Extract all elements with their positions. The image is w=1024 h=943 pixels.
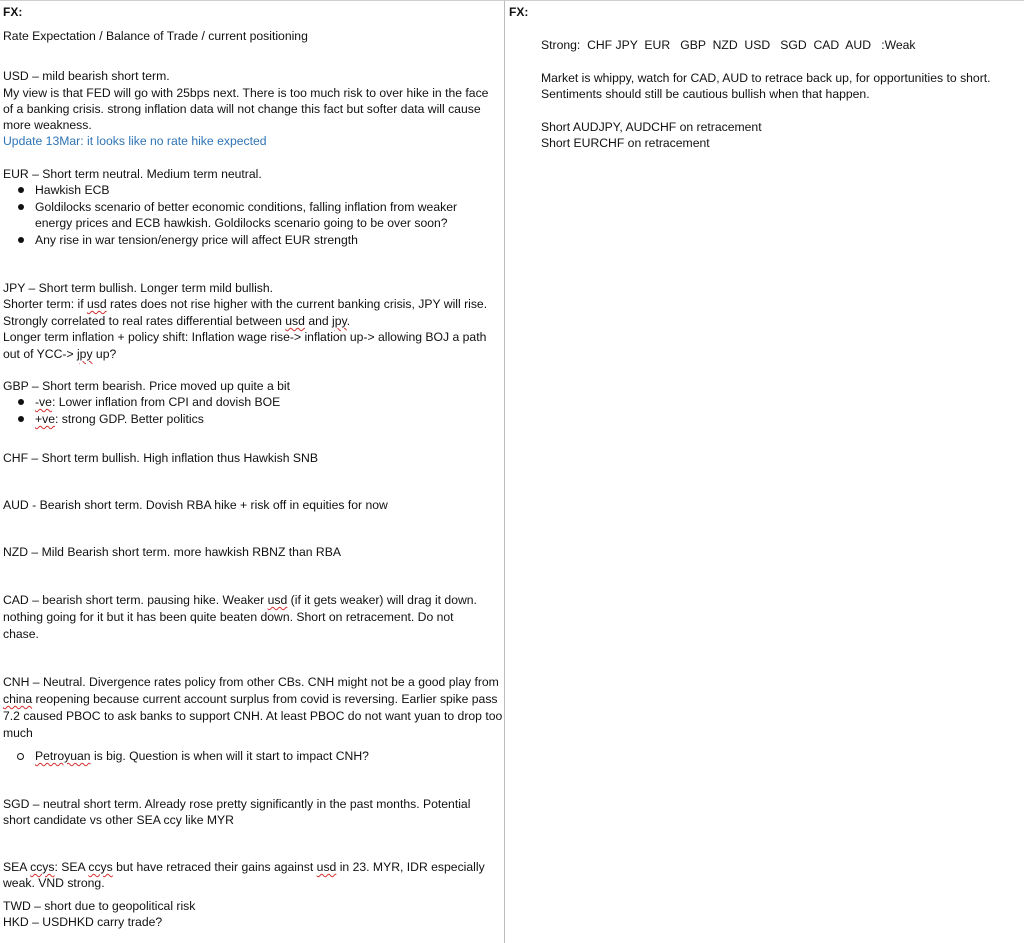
jpy-line-3: Longer term inflation + policy shift: Inflation wage rise-> inflation up-> allowing BOJ a path: [3, 330, 487, 344]
bullet-icon: [18, 187, 24, 193]
cnh-line-1: CNH – Neutral. Divergence rates policy from other CBs. CNH might not be a good play from: [3, 675, 499, 689]
eur-bullet-2b: energy prices and ECB hawkish. Goldilocks scenario going to be over soon?: [35, 216, 448, 230]
sgd-line-1: SGD – neutral short term. Already rose pretty significantly in the past months. Potential: [3, 797, 471, 811]
cnh-subbullet: Petroyuan is big. Question is when will it start to impact CNH?: [35, 749, 369, 763]
jpy-line-1: Shorter term: if usd rates does not rise higher with the current banking crisis, JPY will rise.: [3, 297, 488, 311]
sea-line-2: weak. VND strong.: [3, 876, 105, 890]
hkd-line: HKD – USDHKD carry trade?: [3, 915, 163, 929]
jpy-title: JPY – Short term bullish. Longer term mild bullish.: [3, 281, 274, 295]
cad-line-2: nothing going for it but it has been quite beaten down. Short on retracement. Do not: [3, 610, 454, 624]
bullet-icon: [18, 399, 24, 405]
bullet-icon: [18, 237, 24, 243]
jpy-line-2: Strongly correlated to real rates differential between usd and jpy.: [3, 314, 351, 328]
sgd-line-2: short candidate vs other SEA ccy like MYR: [3, 813, 234, 827]
eur-title: EUR – Short term neutral. Medium term neutral.: [3, 167, 262, 181]
aud-line: AUD - Bearish short term. Dovish RBA hike + risk off in equities for now: [3, 498, 388, 512]
usd-title: USD – mild bearish short term.: [3, 69, 170, 83]
trade-idea-1: Short AUDJPY, AUDCHF on retracement: [541, 120, 762, 134]
market-note-2: Sentiments should still be cautious bullish when that happen.: [541, 87, 870, 101]
sea-line-1: SEA ccys: SEA ccys but have retraced their gains against usd in 23. MYR, IDR especially: [3, 860, 485, 874]
usd-line-3: more weakness.: [3, 118, 92, 132]
right-column: [505, 0, 1024, 943]
usd-update: Update 13Mar: it looks like no rate hike expected: [3, 134, 267, 148]
subtitle: Rate Expectation / Balance of Trade / current positioning: [3, 29, 308, 43]
strength-ranking: Strong: CHF JPY EUR GBP NZD USD SGD CAD AUD :Weak: [541, 38, 916, 52]
cnh-line-3: 7.2 caused PBOC to ask banks to support CNH. At least PBOC do not want yuan to drop too: [3, 709, 503, 723]
usd-line-1: My view is that FED will go with 25bps next. There is too much risk to over hike in the face: [3, 86, 489, 100]
market-note-1: Market is whippy, watch for CAD, AUD to retrace back up, for opportunities to short.: [541, 71, 991, 85]
cad-line-3: chase.: [3, 627, 39, 641]
eur-bullet-1: Hawkish ECB: [35, 183, 110, 197]
left-column: [0, 0, 505, 943]
twd-line: TWD – short due to geopolitical risk: [3, 899, 196, 913]
jpy-line-4: out of YCC-> jpy up?: [3, 347, 117, 361]
chf-line: CHF – Short term bullish. High inflation thus Hawkish SNB: [3, 451, 318, 465]
left-header: FX:: [3, 5, 23, 19]
bullet-icon: [18, 416, 24, 422]
right-header: FX:: [509, 5, 529, 19]
nzd-line: NZD – Mild Bearish short term. more hawkish RBNZ than RBA: [3, 545, 341, 559]
hollow-bullet-icon: [17, 753, 24, 760]
cnh-line-4: much: [3, 726, 33, 740]
cnh-line-2: china reopening because current account surplus from covid is reversing. Earlier spike pass: [3, 692, 498, 706]
usd-line-2: of a banking crisis. strong inflation data will not change this fact but softer data will cause: [3, 102, 481, 116]
trade-idea-2: Short EURCHF on retracement: [541, 136, 710, 150]
eur-bullet-3: Any rise in war tension/energy price will affect EUR strength: [35, 233, 358, 247]
gbp-bullet-2: +ve: strong GDP. Better politics: [35, 412, 204, 426]
gbp-title: GBP – Short term bearish. Price moved up quite a bit: [3, 379, 291, 393]
bullet-icon: [18, 204, 24, 210]
gbp-bullet-1: -ve: Lower inflation from CPI and dovish BOE: [35, 395, 281, 409]
eur-bullet-2a: Goldilocks scenario of better economic conditions, falling inflation from weaker: [35, 200, 458, 214]
cad-line-1: CAD – bearish short term. pausing hike. Weaker usd (if it gets weaker) will drag it down.: [3, 593, 477, 607]
